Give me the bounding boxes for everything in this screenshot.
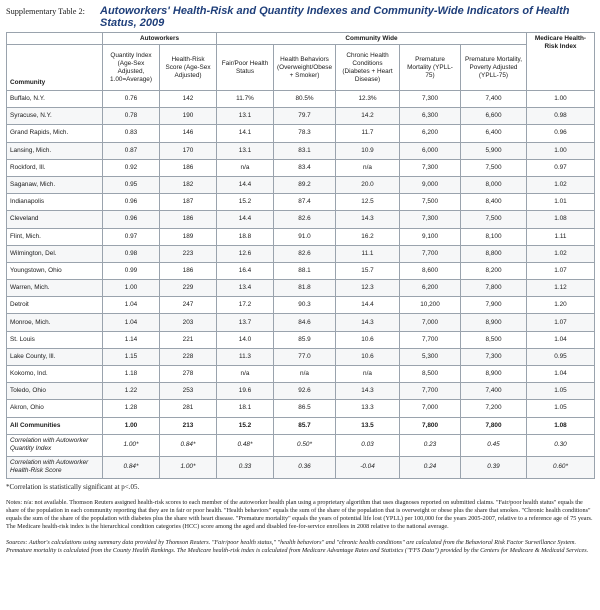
table-cell: 82.6: [274, 245, 336, 262]
table-cell: 0.98: [103, 245, 160, 262]
col-health-risk-score: Health-Risk Score (Age-Sex Adjusted): [160, 45, 217, 91]
col-health-behaviors: Health Behaviors (Overweight/Obese + Smoker): [274, 45, 336, 91]
table-cell: 5,300: [400, 348, 461, 365]
notes-paragraph: Notes: n/a: not available. Thomson Reuters assigned health-risk scores to each member of the autoworker health plan using a proprietary algorithm that uses diagnoses reported on submitted claims. "Fair/poor health status" equals the share of the population in each community reporting that they are in fair or poor health. "Health behaviors" equals the sum of the share of the population that is overweight or obese plus the share that smokes. "Chronic health conditions" equals the sum of the share of the population with diabetes plus the share with heart disease. "Premature mortality" equals the years of potential life lost (YPLL) per 100,000 for the years 2005-2007, relative to a reference age of 75 years. The Medicare health-risk index is the hierarchical condition categories (HCC) score among the aged and disabled fee-for-service enrollees in 2008 relative to the national average.: [6, 498, 593, 530]
table-row: [7, 91, 595, 108]
table-cell: 1.04: [527, 366, 595, 383]
table-cell: 9,000: [400, 176, 461, 193]
table-cell: 1.02: [527, 176, 595, 193]
table-cell: 0.39: [461, 456, 527, 478]
table-cell: 1.07: [527, 314, 595, 331]
table-cell: 82.6: [274, 211, 336, 228]
table-cell: 182: [160, 176, 217, 193]
table-cell: 8,900: [461, 366, 527, 383]
table-cell: 19.6: [217, 383, 274, 400]
table-cell: 90.3: [274, 297, 336, 314]
table-cell: 229: [160, 280, 217, 297]
table-row: [7, 108, 595, 125]
table-cell: 87.4: [274, 194, 336, 211]
table-row: [7, 245, 595, 262]
table-cell: 10.6: [336, 331, 400, 348]
table-cell: 0.84*: [103, 456, 160, 478]
table-cell: 11.7%: [217, 91, 274, 108]
table-cell: 1.00: [103, 417, 160, 434]
table-cell: 91.0: [274, 228, 336, 245]
table-cell: 1.12: [527, 280, 595, 297]
table-cell: 12.5: [336, 194, 400, 211]
table-cell: 77.0: [274, 348, 336, 365]
table-cell: 6,300: [400, 108, 461, 125]
table-cell: 7,400: [461, 91, 527, 108]
table-cell: 281: [160, 400, 217, 417]
table-cell: 13.5: [336, 417, 400, 434]
table-cell: 1.04: [527, 331, 595, 348]
table-cell: 7,300: [400, 211, 461, 228]
table-cell: 6,200: [400, 280, 461, 297]
table-cell: 0.99: [103, 262, 160, 279]
table-cell: 7,900: [461, 297, 527, 314]
row-label: Correlation with Autoworker Health-Risk Score: [7, 456, 103, 478]
table-cell: 8,900: [461, 314, 527, 331]
table-cell: 0.78: [103, 108, 160, 125]
row-label: All Communities: [7, 417, 103, 434]
table-cell: 81.8: [274, 280, 336, 297]
table-cell: 1.04: [103, 314, 160, 331]
table-cell: 0.92: [103, 159, 160, 176]
table-cell: 14.3: [336, 211, 400, 228]
table-cell: 0.97: [103, 228, 160, 245]
table-cell: 213: [160, 417, 217, 434]
table-cell: 13.3: [336, 400, 400, 417]
table-header: [6, 5, 594, 29]
table-cell: 83.1: [274, 142, 336, 159]
table-cell: 6,400: [461, 125, 527, 142]
table-cell: 15.7: [336, 262, 400, 279]
table-cell: 253: [160, 383, 217, 400]
table-row: [7, 366, 595, 383]
table-cell: 1.00: [527, 91, 595, 108]
table-cell: 1.22: [103, 383, 160, 400]
table-cell: 0.76: [103, 91, 160, 108]
table-body: [7, 91, 595, 479]
table-cell: 0.30: [527, 434, 595, 456]
table-cell: 13.1: [217, 108, 274, 125]
table-cell: n/a: [217, 366, 274, 383]
table-cell: 0.87: [103, 142, 160, 159]
table-cell: 0.96: [103, 194, 160, 211]
row-label: Syracuse, N.Y.: [7, 108, 103, 125]
table-title: Autoworkers' Health-Risk and Quantity Indexes and Community-Wide Indicators of Health Status, 2009: [100, 5, 570, 29]
table-cell: 1.02: [527, 245, 595, 262]
table-row: [7, 159, 595, 176]
row-label: Toledo, Ohio: [7, 383, 103, 400]
table-cell: 1.05: [527, 383, 595, 400]
col-chronic-conditions: Chronic Health Conditions (Diabetes + Heart Disease): [336, 45, 400, 91]
table-cell: 228: [160, 348, 217, 365]
table-cell: 6,600: [461, 108, 527, 125]
table-cell: 189: [160, 228, 217, 245]
table-cell: 0.33: [217, 456, 274, 478]
table-row: [7, 314, 595, 331]
table-cell: 15.2: [217, 194, 274, 211]
table-cell: 86.5: [274, 400, 336, 417]
table-cell: 14.4: [217, 211, 274, 228]
group-autoworkers: Autoworkers: [103, 33, 217, 45]
health-index-table: [6, 32, 595, 479]
table-cell: 10,200: [400, 297, 461, 314]
table-cell: 0.36: [274, 456, 336, 478]
table-cell: 6,200: [400, 125, 461, 142]
table-row: [7, 297, 595, 314]
table-cell: 84.6: [274, 314, 336, 331]
table-cell: 0.95: [103, 176, 160, 193]
table-cell: 0.95: [527, 348, 595, 365]
table-cell: 1.08: [527, 211, 595, 228]
table-cell: 7,800: [461, 417, 527, 434]
col-medicare-index: Medicare Health-Risk Index: [527, 33, 595, 91]
table-cell: 7,300: [400, 159, 461, 176]
table-cell: 7,800: [461, 280, 527, 297]
table-cell: 85.7: [274, 417, 336, 434]
table-cell: 190: [160, 108, 217, 125]
table-cell: 80.5%: [274, 91, 336, 108]
table-cell: 83.4: [274, 159, 336, 176]
table-row: [7, 228, 595, 245]
table-cell: 186: [160, 262, 217, 279]
row-label: Saganaw, Mich.: [7, 176, 103, 193]
table-cell: 187: [160, 194, 217, 211]
row-label: Correlation with Autoworker Quantity Index: [7, 434, 103, 456]
table-cell: 18.8: [217, 228, 274, 245]
table-cell: 1.00: [103, 280, 160, 297]
table-cell: 5,900: [461, 142, 527, 159]
table-cell: 13.7: [217, 314, 274, 331]
row-label: Lake County, Ill.: [7, 348, 103, 365]
table-row: [7, 331, 595, 348]
table-cell: 7,700: [400, 245, 461, 262]
table-cell: 16.4: [217, 262, 274, 279]
group-community-wide: Community Wide: [217, 33, 527, 45]
table-cell: 11.7: [336, 125, 400, 142]
table-cell: 7,300: [461, 348, 527, 365]
correlation-row: [7, 456, 595, 478]
row-label: Cleveland: [7, 211, 103, 228]
table-cell: n/a: [336, 366, 400, 383]
table-cell: 1.07: [527, 262, 595, 279]
table-cell: 223: [160, 245, 217, 262]
row-label: Lansing, Mich.: [7, 142, 103, 159]
table-cell: 146: [160, 125, 217, 142]
table-row: [7, 125, 595, 142]
table-cell: 18.1: [217, 400, 274, 417]
table-row: [7, 176, 595, 193]
table-cell: 12.6: [217, 245, 274, 262]
correlation-row: [7, 434, 595, 456]
col-premature-mortality: Premature Mortality (YPLL-75): [400, 45, 461, 91]
table-cell: 1.20: [527, 297, 595, 314]
table-cell: 8,500: [400, 366, 461, 383]
table-cell: n/a: [217, 159, 274, 176]
table-row: [7, 194, 595, 211]
table-cell: 8,000: [461, 176, 527, 193]
table-cell: 7,500: [461, 211, 527, 228]
row-label: Detroit: [7, 297, 103, 314]
table-cell: 8,500: [461, 331, 527, 348]
table-cell: 14.3: [336, 383, 400, 400]
table-cell: 1.05: [527, 400, 595, 417]
table-cell: 11.3: [217, 348, 274, 365]
row-label: Kokomo, Ind.: [7, 366, 103, 383]
row-label: Monroe, Mich.: [7, 314, 103, 331]
table-cell: 7,500: [461, 159, 527, 176]
table-cell: 85.9: [274, 331, 336, 348]
table-cell: 0.50*: [274, 434, 336, 456]
table-cell: 6,000: [400, 142, 461, 159]
table-cell: 186: [160, 211, 217, 228]
table-row: [7, 262, 595, 279]
table-row: [7, 383, 595, 400]
table-cell: 20.0: [336, 176, 400, 193]
table-cell: 0.97: [527, 159, 595, 176]
table-cell: 0.83: [103, 125, 160, 142]
table-cell: 8,800: [461, 245, 527, 262]
table-cell: 10.9: [336, 142, 400, 159]
table-cell: -0.04: [336, 456, 400, 478]
table-cell: 247: [160, 297, 217, 314]
supplement-label: Supplementary Table 2:: [6, 7, 85, 16]
table-cell: 7,500: [400, 194, 461, 211]
table-cell: 0.48*: [217, 434, 274, 456]
significance-note: *Correlation is statistically significant at p<.05.: [6, 482, 140, 491]
table-cell: 12.3: [336, 280, 400, 297]
table-cell: n/a: [336, 159, 400, 176]
table-cell: 14.2: [336, 108, 400, 125]
table-cell: 7,000: [400, 314, 461, 331]
table-cell: 1.18: [103, 366, 160, 383]
table-cell: 14.3: [336, 314, 400, 331]
table-cell: 7,400: [461, 383, 527, 400]
table-cell: 9,100: [400, 228, 461, 245]
table-cell: 8,400: [461, 194, 527, 211]
table-row: [7, 400, 595, 417]
table-cell: 16.2: [336, 228, 400, 245]
totals-row: [7, 417, 595, 434]
table-cell: 1.11: [527, 228, 595, 245]
table-cell: 11.1: [336, 245, 400, 262]
table-cell: 14.1: [217, 125, 274, 142]
table-cell: 142: [160, 91, 217, 108]
table-cell: 14.0: [217, 331, 274, 348]
table-cell: 92.6: [274, 383, 336, 400]
table-cell: 1.04: [103, 297, 160, 314]
table-cell: 7,700: [400, 383, 461, 400]
table-row: [7, 142, 595, 159]
col-premature-mortality-poverty: Premature Mortality, Poverty Adjusted (YPLL-75): [461, 45, 527, 91]
row-label: Flint, Mich.: [7, 228, 103, 245]
table-cell: 88.1: [274, 262, 336, 279]
table-cell: 1.00*: [160, 456, 217, 478]
table-cell: 278: [160, 366, 217, 383]
table-cell: n/a: [274, 366, 336, 383]
table-cell: 7,000: [400, 400, 461, 417]
table-row: [7, 280, 595, 297]
table-cell: 0.60*: [527, 456, 595, 478]
table-cell: 0.23: [400, 434, 461, 456]
table-cell: 1.00*: [103, 434, 160, 456]
table-cell: 14.4: [336, 297, 400, 314]
row-label: Indianapolis: [7, 194, 103, 211]
table-cell: 1.28: [103, 400, 160, 417]
table-cell: 15.2: [217, 417, 274, 434]
row-label: Wilmington, Del.: [7, 245, 103, 262]
table-cell: 1.00: [527, 142, 595, 159]
row-label: Grand Rapids, Mich.: [7, 125, 103, 142]
table-cell: 12.3%: [336, 91, 400, 108]
table-cell: 7,300: [400, 91, 461, 108]
table-cell: 8,600: [400, 262, 461, 279]
sources-paragraph: Sources: Author's calculations using summary data provided by Thomson Reuters. "Fair/poor health status," "health behaviors" and "chronic health conditions" are calculated from the Behavioral Risk Factor Surveillance System. Premature mortality is calculated from the County Health Rankings. The Medicare health-risk index is calculated from Medicare Advantage Rates and Statistics ("FFS Data") provided by the Centers for Medicare & Medicaid Services.: [6, 538, 589, 554]
table-cell: 221: [160, 331, 217, 348]
table-cell: 1.01: [527, 194, 595, 211]
table-cell: 17.2: [217, 297, 274, 314]
group-blank: [7, 33, 103, 45]
table-cell: 1.14: [103, 331, 160, 348]
table-cell: 0.84*: [160, 434, 217, 456]
table-cell: 7,800: [400, 417, 461, 434]
table-cell: 13.1: [217, 142, 274, 159]
table-cell: 1.08: [527, 417, 595, 434]
table-cell: 8,100: [461, 228, 527, 245]
table-cell: 170: [160, 142, 217, 159]
table-cell: 7,200: [461, 400, 527, 417]
table-cell: 0.24: [400, 456, 461, 478]
row-label: Youngstown, Ohio: [7, 262, 103, 279]
row-label: Rockford, Ill.: [7, 159, 103, 176]
table-cell: 7,700: [400, 331, 461, 348]
table-cell: 0.45: [461, 434, 527, 456]
table-cell: 13.4: [217, 280, 274, 297]
table-cell: 0.98: [527, 108, 595, 125]
table-cell: 0.03: [336, 434, 400, 456]
table-row: [7, 211, 595, 228]
table-cell: 186: [160, 159, 217, 176]
table-row: [7, 348, 595, 365]
table-cell: 203: [160, 314, 217, 331]
row-label: Akron, Ohio: [7, 400, 103, 417]
table-cell: 89.2: [274, 176, 336, 193]
table-cell: 79.7: [274, 108, 336, 125]
table-cell: 10.6: [336, 348, 400, 365]
col-quantity-index: Quantity Index (Age-Sex Adjusted, 1.00=Average): [103, 45, 160, 91]
table-cell: 14.4: [217, 176, 274, 193]
row-label: St. Louis: [7, 331, 103, 348]
col-community: Community: [7, 45, 103, 91]
table-cell: 8,200: [461, 262, 527, 279]
table-cell: 1.15: [103, 348, 160, 365]
col-fair-poor-health: Fair/Poor Health Status: [217, 45, 274, 91]
row-label: Warren, Mich.: [7, 280, 103, 297]
table-cell: 0.96: [103, 211, 160, 228]
row-label: Buffalo, N.Y.: [7, 91, 103, 108]
table-cell: 0.96: [527, 125, 595, 142]
table-cell: 78.3: [274, 125, 336, 142]
